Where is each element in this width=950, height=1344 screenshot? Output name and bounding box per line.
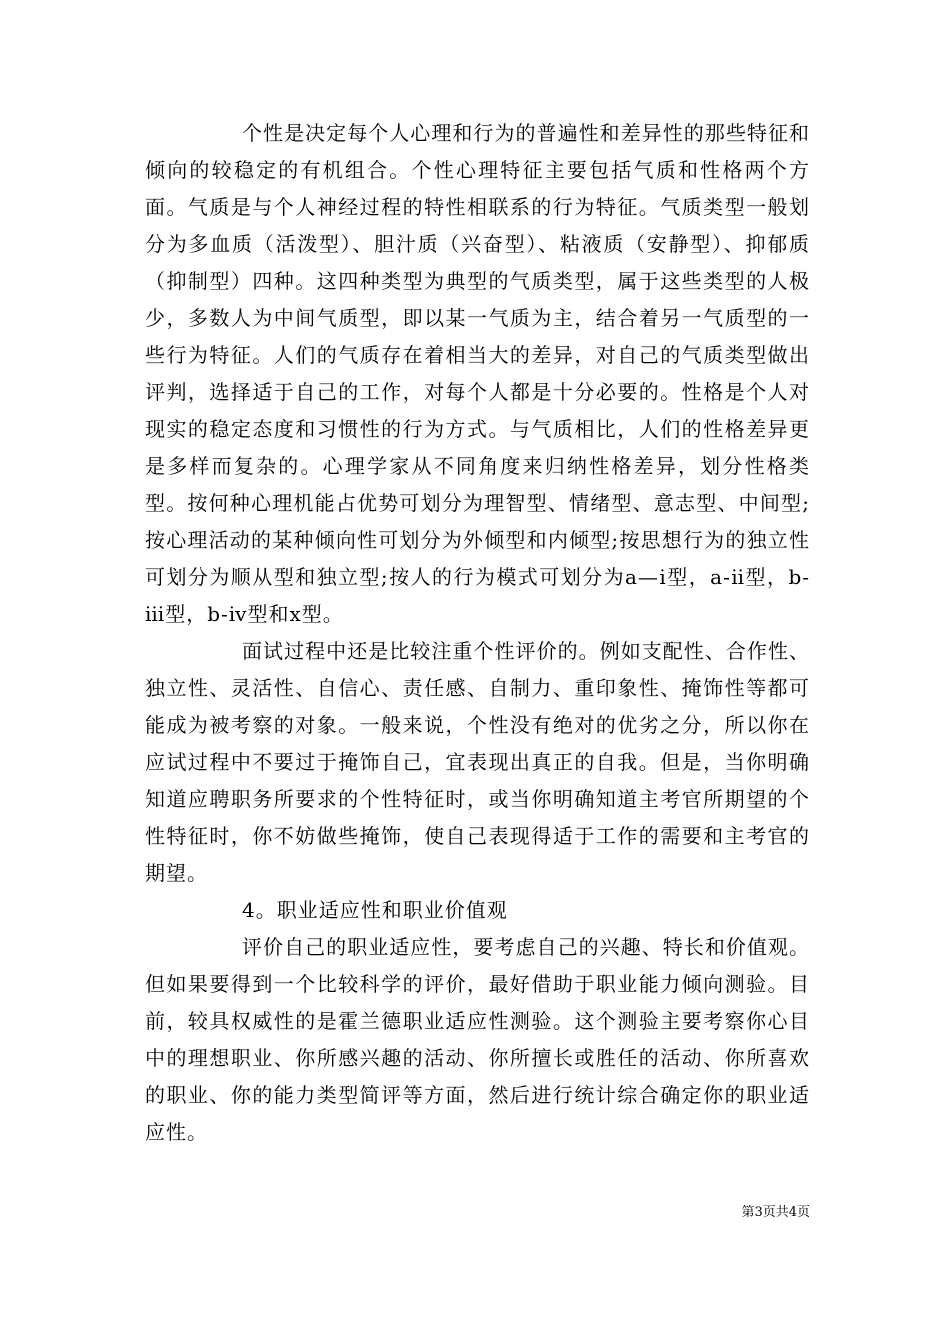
page-number: 第3页共4页	[741, 1205, 810, 1220]
document-body	[145, 115, 810, 1151]
paragraph-personality: 个性是决定每个人心理和行为的普遍性和差异性的那些特征和倾向的较稳定的有机组合。个性心理特征主要包括气质和性格两个方面。气质是与个人神经过程的特性相联系的行为特征。气质类型一般划分为多血质（活泼型）、胆汁质（兴奋型）、粘液质（安静型）、抑郁质（抑制型）四种。这四种类型为典型的气质类型，属于这些类型的人极少，多数人为中间气质型，即以某一气质为主，结合着另一气质型的一些行为特征。人们的气质存在着相当大的差异，对自己的气质类型做出评判，选择适于自己的工作，对每个人都是十分必要的。性格是个人对现实的稳定态度和习惯性的行为方式。与气质相比，人们的性格差异更是多样而复杂的。心理学家从不同角度来归纳性格差异，划分性格类型。按何种心理机能占优势可划分为理智型、情绪型、意志型、中间型;按心理活动的某种倾向性可划分为外倾型和内倾型;按思想行为的独立性可划分为顺从型和独立型;按人的行为模式可划分为a—ⅰ型，a-ⅱ型，b-ⅲ型，b-ⅳ型和x型。	[145, 121, 810, 626]
section-heading: 4。职业适应性和职业价值观	[242, 898, 508, 922]
paragraph-career-fit: 评价自己的职业适应性，要考虑自己的兴趣、特长和价值观。但如果要得到一个比较科学的评价，最好借助于职业能力倾向测验。目前，较具权威性的是霍兰德职业适应性测验。这个测验主要考察你心目中的理想职业、你所感兴趣的活动、你所擅长或胜任的活动、你所喜欢的职业、你的能力类型简评等方面，然后进行统计综合确定你的职业适应性。	[145, 935, 810, 1144]
paragraph-interview: 面试过程中还是比较注重个性评价的。例如支配性、合作性、独立性、灵活性、自信心、责任感、自制力、重印象性、掩饰性等都可能成为被考察的对象。一般来说，个性没有绝对的优劣之分，所以你在应试过程中不要过于掩饰自己，宜表现出真正的自我。但是，当你明确知道应聘职务所要求的个性特征时，或当你明确知道主考官所期望的个性特征时，你不妨做些掩饰，使自己表现得适于工作的需要和主考官的期望。	[145, 639, 810, 885]
